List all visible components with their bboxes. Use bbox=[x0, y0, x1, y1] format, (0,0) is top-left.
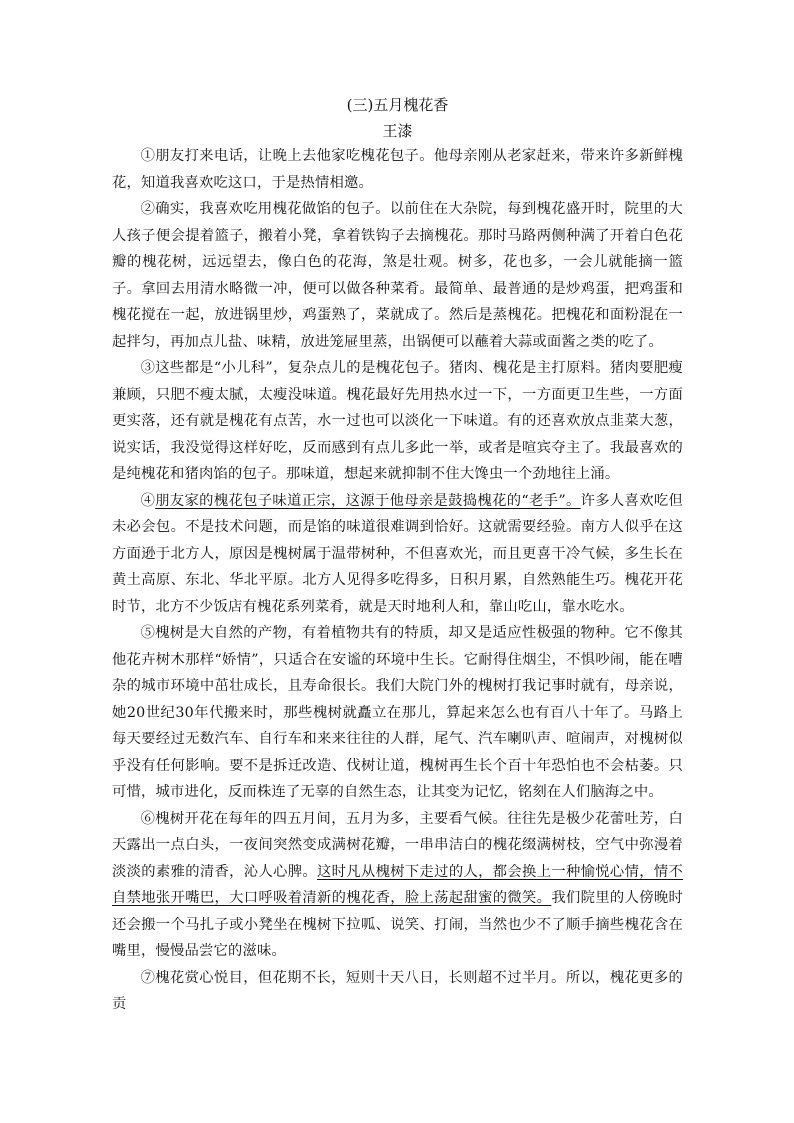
paragraph-text: ①朋友打来电话，让晚上去他家吃槐花包子。他母亲刚从老家赶来，带来许多新鲜槐花，知道我喜欢吃这口，于是热情相邀。 bbox=[112, 148, 683, 191]
article-body bbox=[112, 143, 683, 1018]
paragraph-text: 我们院里的人傍晚时还会搬一个马扎子或小凳坐在槐树下拉呱、说笑、打闹，当然也少不了顺手摘些槐花含在嘴里，慢慢品尝它的滋味。 bbox=[112, 890, 683, 959]
article-author: 王漆 bbox=[382, 122, 413, 140]
article-paragraph bbox=[112, 488, 683, 621]
paragraph-text: ④ bbox=[140, 492, 156, 509]
article-paragraph bbox=[112, 355, 683, 488]
article-title: (三)五月槐花香 bbox=[346, 96, 449, 114]
paragraph-text: ③这些都是“小儿科”，复杂点儿的是槐花包子。猪肉、槐花是主打原料。猪肉要肥瘦兼顾，只肥不瘦太腻，太瘦没味道。槐花最好先用热水过一下，一方面更卫生些，一方面更实落，还有就是槐花有点苦，水一过也可以淡化一下味道。有的还喜欢放点韭菜大葱，说实话，我没觉得这样好吃，反而感到有点儿多此一举，或者是喧宾夺主了。我最喜欢的是纯槐花和猪肉馅的包子。那味道，想起来就抑制不住大馋虫一个劲地往上涌。 bbox=[112, 360, 683, 482]
paragraph-text: ②确实，我喜欢吃用槐花做馅的包子。以前住在大杂院，每到槐花盛开时，院里的大人孩子便会提着篮子，搬着小凳，拿着铁钩子去摘槐花。那时马路两侧种满了开着白色花瓣的槐花树，远远望去，像白色的花海，煞是壮观。树多，花也多，一会儿就能摘一篮子。拿回去用清水略微一冲，便可以做各种菜肴。最简单、最普通的是炒鸡蛋，把鸡蛋和槐花搅在一起，放进锅里炒，鸡蛋熟了，菜就成了。然后是蒸槐花。把槐花和面粉混在一起拌匀，再加点儿盐、味精，放进笼屉里蒸，出锅便可以蘸着大蒜或面酱之类的吃了。 bbox=[112, 201, 683, 350]
underlined-sentence: 朋友家的槐花包子味道正宗，这源于他母亲是鼓捣槐花的“老手”。 bbox=[155, 492, 581, 509]
paragraph-text: ⑦槐花赏心悦目，但花期不长，短则十天八日，长则超不过半月。所以，槐花更多的贡 bbox=[112, 969, 683, 1012]
article-paragraph bbox=[112, 965, 683, 1018]
underlined-sentence: 这时凡从槐树下走过的人，都会换上一种愉悦心情，情不自禁地张开嘴巴，大口呼吸着清新的槐花香，脸上荡起甜蜜的微笑。 bbox=[112, 863, 683, 906]
article-paragraph bbox=[112, 620, 683, 806]
paragraph-text: ⑥槐树开花在每年的四五月间，五月为多，主要看气候。往往先是极少花蕾吐芳，白天露出一点白头，一夜间突然变成满树花瓣，一串串洁白的槐花缀满树枝，空气中弥漫着淡淡的素雅的清香，沁人心脾。 bbox=[112, 810, 683, 880]
article bbox=[112, 93, 683, 1018]
paragraph-text: 许多人喜欢吃但未必会包。不是技术问题，而是馅的味道很难调到恰好。这就需要经验。南方人似乎在这方面逊于北方人，原因是槐树属于温带树种，不但喜欢光，而且更喜干冷气候，多生长在黄土高原、东北、华北平原。北方人见得多吃得多，日积月累，自然熟能生巧。槐花开花时节，北方不少饭店有槐花系列菜肴，就是天时地利人和，靠山吃山，靠水吃水。 bbox=[112, 492, 683, 615]
article-paragraph bbox=[112, 196, 683, 355]
article-paragraph bbox=[112, 806, 683, 965]
paragraph-text: ⑤槐树是大自然的产物，有着植物共有的特质，却又是适应性极强的物种。它不像其他花卉树木那样“娇情”，只适合在安谧的环境中生长。它耐得住烟尘，不惧吵闹，能在嘈杂的城市环境中茁壮成长，且寿命很长。我们大院门外的槐树打我记事时就有，母亲说，她20世纪30年代搬来时，那些槐树就矗立在那儿，算起来怎么也有百八十年了。马路上每天要经过无数汽车、自行车和来来往往的人群，尾气、汽车喇叭声、喧闹声，对槐树似乎没有任何影响。要不是拆迁改造、伐树让道，槐树再生长个百十年恐怕也不会枯萎。只可惜，城市进化，反而株连了无辜的自然生态，让其变为记忆，铭刻在人们脑海之中。 bbox=[112, 625, 683, 800]
article-paragraph bbox=[112, 143, 683, 196]
